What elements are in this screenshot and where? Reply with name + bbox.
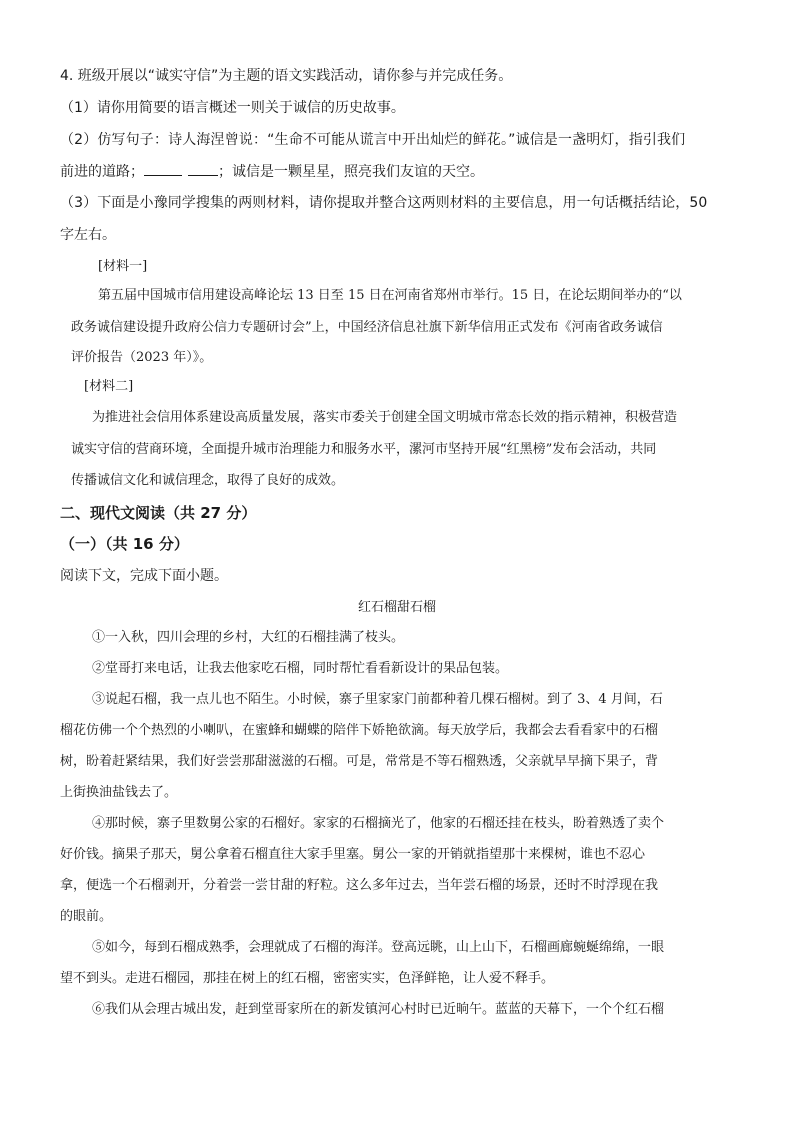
- material-1-line: 第五届中国城市信用建设高峰论坛 13 日至 15 日在河南省郑州市举行。15 日，在论坛期间举办的“以: [98, 288, 682, 303]
- article-line: ②堂哥打来电话，让我去他家吃石榴，同时帮忙看看新设计的果品包装。: [92, 661, 509, 676]
- question-4-2-line-1: （2）仿写句子：诗人海涅曾说：“生命不可能从谎言中开出灿烂的鲜花。”诚信是一盏明灯，指引我们: [60, 132, 686, 148]
- article-title: 红石榴甜石榴: [357, 600, 436, 615]
- material-2-line: 为推进社会信用体系建设高质量发展，落实市委关于创建全国文明城市常态长效的指示精神，积极营造: [92, 410, 678, 425]
- question-4-3-line-1: （3）下面是小豫同学搜集的两则材料，请你提取并整合这两则材料的主要信息，用一句话概括结论，50: [60, 195, 708, 211]
- material-2-line: 诚实守信的营商环境，全面提升城市治理能力和服务水平，漯河市坚持开展“红黑榜”发布会活动，共同: [71, 442, 657, 457]
- question-4-2-line-2: [60, 162, 484, 182]
- subsection-heading: （一）（共 16 分）: [60, 535, 189, 553]
- article-line: 树，盼着赶紧结果，我们好尝尝那甜滋滋的石榴。可是，常常是不等石榴熟透，父亲就早早摘下果子，背: [60, 754, 659, 769]
- material-2-label: [材料二]: [84, 379, 134, 394]
- question-4-3-line-2: 字左右。: [60, 227, 116, 243]
- article-line: ④那时候，寨子里数舅公家的石榴好。家家的石榴摘光了，他家的石榴还挂在枝头，盼着熟透了卖个: [92, 816, 665, 831]
- q2-line2-end: ；诚信是一颗星星，照亮我们友谊的天空。: [218, 164, 484, 180]
- material-2-line: 传播诚信文化和诚信理念，取得了良好的成效。: [71, 473, 345, 488]
- question-4-1: （1）请你用简要的语言概述一则关于诚信的历史故事。: [60, 100, 405, 116]
- material-1-label: [材料一]: [98, 259, 148, 274]
- question-4-intro: 4. 班级开展以“诚实守信”为主题的语文实践活动，请你参与并完成任务。: [60, 68, 513, 84]
- article-line: 望不到头。走进石榴园，那挂在树上的红石榴，密密实实，色泽鲜艳，让人爱不释手。: [60, 971, 555, 986]
- article-line: 上街换油盐钱去了。: [60, 785, 178, 800]
- article-line: ③说起石榴，我一点儿也不陌生。小时候，寨子里家家门前都种着几棵石榴树。到了 3、4 月间，石: [92, 692, 663, 707]
- article-line: 拿，便选一个石榴剥开，分着尝一尝甘甜的籽粒。这么多年过去，当年尝石榴的场景，还时不时浮现在我: [60, 878, 659, 893]
- article-line: ①一入秋，四川会理的乡村，大红的石榴挂满了枝头。: [92, 630, 405, 645]
- material-1-line: 评价报告（2023 年）》。: [71, 350, 213, 365]
- answer-blank-1: [144, 162, 182, 176]
- material-1-line: 政务诚信建设提升政府公信力专题研讨会”上，中国经济信息社旗下新华信用正式发布《河南省政务诚信: [71, 320, 663, 335]
- article-line: ⑤如今，每到石榴成熟季，会理就成了石榴的海洋。登高远眺，山上山下，石榴画廊蜿蜒绵绵，一眼: [92, 940, 665, 955]
- reading-instruction: 阅读下文，完成下面小题。: [60, 568, 228, 584]
- answer-blank-2: [188, 162, 218, 176]
- article-line: 榴花仿佛一个个热烈的小喇叭，在蜜蜂和蝴蝶的陪伴下娇艳欲滴。每天放学后，我都会去看看家中的石榴: [60, 723, 659, 738]
- section-heading: 二、现代文阅读（共 27 分）: [60, 504, 257, 522]
- q2-line2-start: 前进的道路；: [60, 164, 144, 180]
- article-line: 好价钱。摘果子那天，舅公拿着石榴直往大家手里塞。舅公一家的开销就指望那十来棵树，谁也不忍心: [60, 847, 646, 862]
- article-line: 的眼前。: [60, 909, 113, 924]
- article-line: ⑥我们从会理古城出发，赶到堂哥家所在的新发镇河心村时已近晌午。蓝蓝的天幕下，一个个红石榴: [92, 1002, 665, 1017]
